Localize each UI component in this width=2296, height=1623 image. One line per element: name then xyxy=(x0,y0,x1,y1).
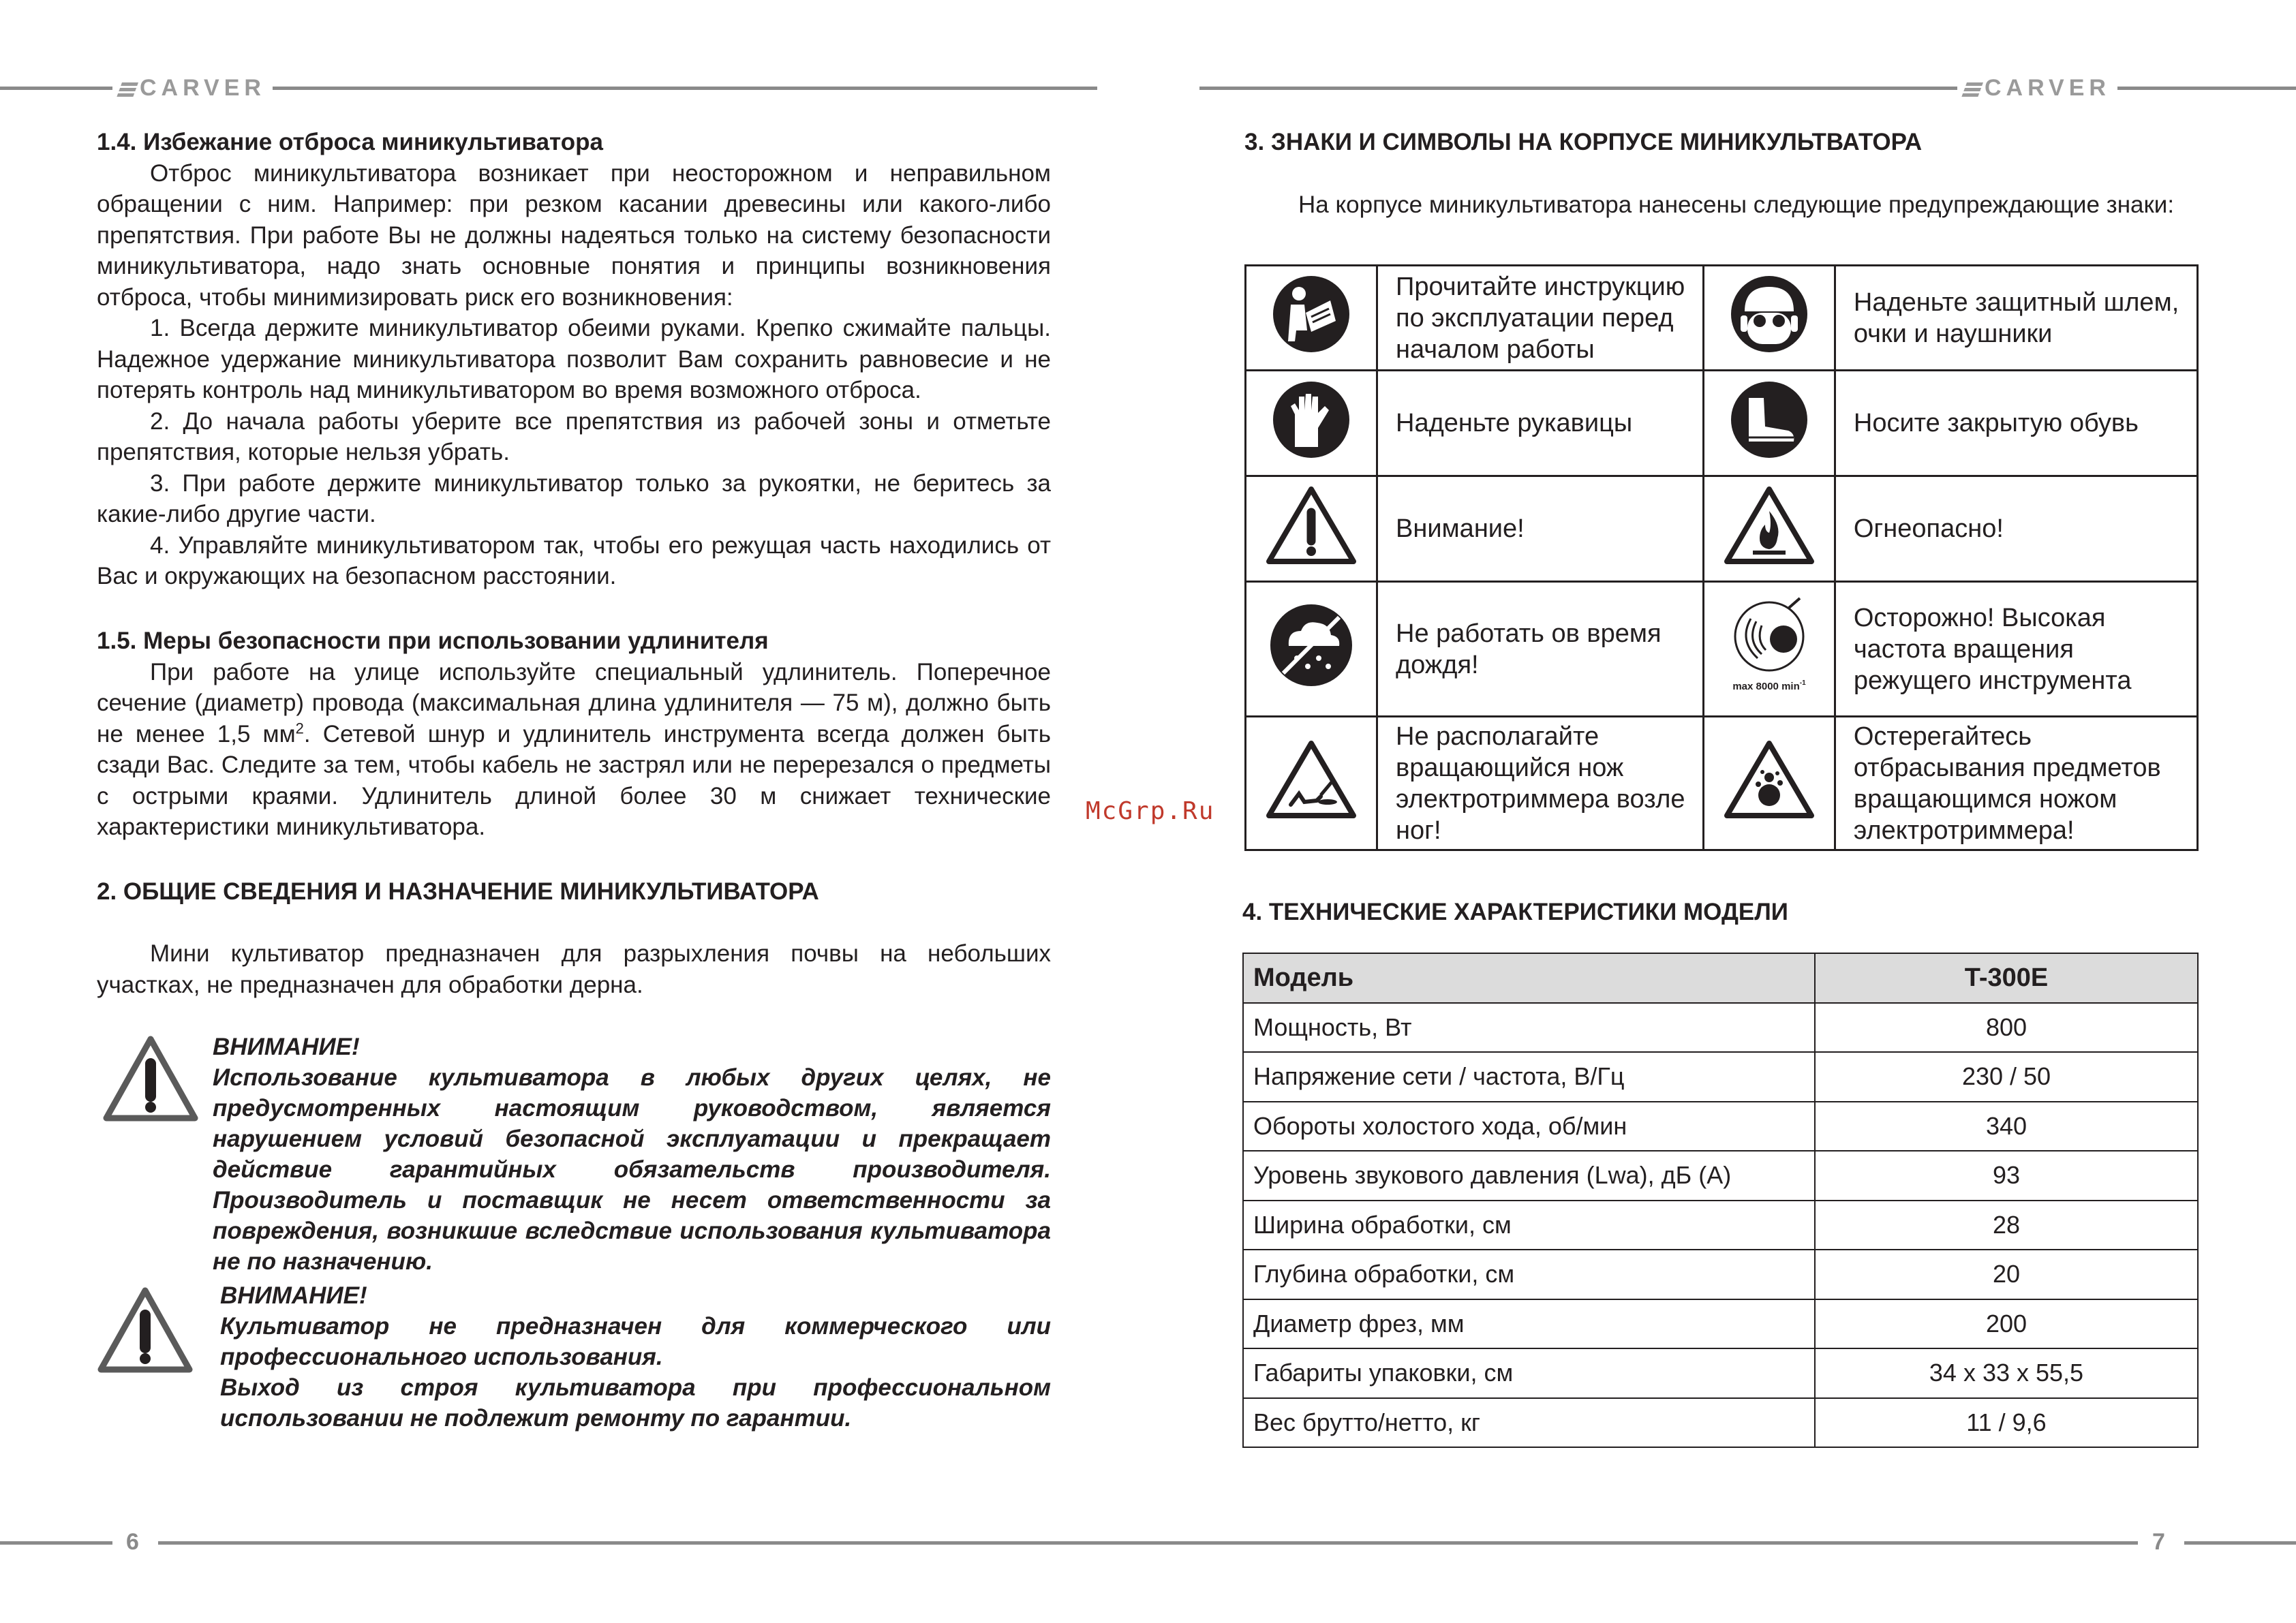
sign-text: Остерегайтесь отбрасывания предметов вращающимся ножом электротриммера! xyxy=(1835,717,2197,850)
sign-cell-icon xyxy=(1246,582,1377,717)
section-1-4 xyxy=(97,127,1051,592)
signs-table xyxy=(1244,264,2199,851)
section-2-paragraph: Мини культиватор предназначен для разрыхления почвы на небольших участках, не предназначен для обработки дерна. xyxy=(97,940,1051,998)
boots-icon xyxy=(1728,379,1810,461)
sign-cell-icon xyxy=(1703,476,1835,582)
brand-logo-right xyxy=(1957,74,2117,102)
sign-cell-icon xyxy=(1703,717,1835,850)
warning-block-1 xyxy=(213,1032,1051,1277)
warning-2-text-1: Культиватор не предназначен для коммерческого или профессионального использования. xyxy=(220,1313,1051,1370)
sign-cell-icon xyxy=(1246,266,1377,371)
warning-triangle-icon xyxy=(101,1034,200,1124)
table-row xyxy=(1243,1151,2198,1201)
page-number-left: 6 xyxy=(126,1529,139,1555)
section-1-5-text-b: . Сетевой шнур и удлинитель инструмента всегда должен быть сзади Вас. Следите за тем, чтобы кабель не застрял или не перерезался о предметы с острыми краями. Удлинитель длиной более 30 м снижает технические характеристики миникультиватора. xyxy=(97,720,1051,840)
signs-row xyxy=(1246,717,2198,850)
table-row xyxy=(1243,1299,2198,1349)
signs-row xyxy=(1246,266,2198,371)
sign-text: Огнеопасно! xyxy=(1835,476,2197,582)
spec-value: 20 xyxy=(1815,1250,2198,1299)
table-row xyxy=(1243,1398,2198,1448)
section-2 xyxy=(97,876,1051,908)
warning-1-text: Использование культиватора в любых других целях, не предусмотренных настоящим руководством, является нарушением условий безопасной эксплуатации и прекращает действие гарантийных обязательств производителя. Производитель и поставщик не несет ответственности за повреждения, возникшие вследствие использования культиватора не по назначению. xyxy=(213,1064,1051,1275)
sign-cell-icon xyxy=(1703,582,1835,717)
section-3-title: 3. ЗНАКИ И СИМВОЛЫ НА КОРПУСЕ МИНИКУЛЬТВАТОРА xyxy=(1244,129,1923,155)
manual-icon xyxy=(1270,273,1352,355)
warning-triangle-icon xyxy=(95,1285,195,1375)
warning-1-title: ВНИМАНИЕ! xyxy=(213,1034,360,1060)
fire-hazard-icon xyxy=(1721,484,1817,567)
sign-text: Наденьте защитный шлем, очки и наушники xyxy=(1835,266,2197,371)
spec-label: Уровень звукового давления (Lwa), дБ (А) xyxy=(1243,1151,1815,1201)
spec-value: 28 xyxy=(1815,1201,2198,1250)
rotation-speed-icon xyxy=(1718,587,1820,703)
signs-row xyxy=(1246,582,2198,717)
signs-row xyxy=(1246,371,2198,476)
warning-block-2 xyxy=(220,1280,1051,1434)
sign-text: Прочитайте инструкцию по эксплуатации перед началом работы xyxy=(1377,266,1704,371)
spec-label: Мощность, Вт xyxy=(1243,1003,1815,1053)
no-rain-icon xyxy=(1267,601,1356,690)
section-1-5 xyxy=(97,625,1051,843)
helmet-goggles-icon xyxy=(1728,273,1810,355)
spec-value: 200 xyxy=(1815,1299,2198,1349)
spec-value: 34 х 33 х 55,5 xyxy=(1815,1348,2198,1398)
section-1-5-title: 1.5. Меры безопасности при использовании удлинителя xyxy=(97,628,769,654)
rotation-speed-value: max 8000 min xyxy=(1732,681,1800,692)
header-rule-right xyxy=(1199,87,2296,90)
rotation-speed-unit-sup: -1 xyxy=(1799,679,1806,687)
brand-logo-left xyxy=(112,74,273,102)
brand-text-left: CARVER xyxy=(140,75,266,101)
spec-label: Напряжение сети / частота, В/Гц xyxy=(1243,1052,1815,1102)
section-3-intro: На корпусе миникультиватора нанесены следующие предупреждающие знаки: xyxy=(1298,191,2175,218)
section-1-5-paragraph xyxy=(97,657,1051,843)
sign-text: Носите закрытую обувь xyxy=(1835,371,2197,476)
superscript: 2 xyxy=(295,719,304,737)
section-1-4-item-1: 1. Всегда держите миникультиватор обеими руками. Крепко сжимайте пальцы. Надежное удержание миникультиватора позволит Вам сохранить равновесие и не потерять контроль над миникультиватором во время возможного отброса. xyxy=(97,315,1051,403)
specs-table xyxy=(1242,953,2199,1448)
sign-cell-icon xyxy=(1703,371,1835,476)
section-2-title: 2. ОБЩИЕ СВЕДЕНИЯ И НАЗНАЧЕНИЕ МИНИКУЛЬТИВАТОРА xyxy=(97,878,819,905)
watermark: McGrp.Ru xyxy=(1086,797,1215,825)
section-1-4-paragraph: Отброс миникультиватора возникает при неосторожном и неправильном обращении с ним. Например: при резком касании древесины или какого-либо препятствия. При работе Вы не должны надеяться только на систему безопасности миникультиватора, надо знать основные понятия и принципы возникновения отброса, чтобы минимизировать риск его возникновения: xyxy=(97,159,1051,311)
sign-cell-icon xyxy=(1246,717,1377,850)
brand-mark-icon xyxy=(1961,82,1983,97)
section-4-title: 4. ТЕХНИЧЕСКИЕ ХАРАКТЕРИСТИКИ МОДЕЛИ xyxy=(1242,899,1788,925)
section-2-body xyxy=(97,938,1051,1000)
table-row xyxy=(1243,1102,2198,1151)
table-row xyxy=(1243,1052,2198,1102)
table-row xyxy=(1243,1348,2198,1398)
table-row xyxy=(1243,1003,2198,1053)
spec-label: Глубина обработки, см xyxy=(1243,1250,1815,1299)
spec-value: 230 / 50 xyxy=(1815,1052,2198,1102)
spec-label: Обороты холостого хода, об/мин xyxy=(1243,1102,1815,1151)
footer-rule-left-a xyxy=(0,1541,112,1545)
sign-text: Наденьте рукавицы xyxy=(1377,371,1704,476)
footer-rule-right xyxy=(2184,1541,2296,1545)
gloves-icon xyxy=(1270,379,1352,461)
sign-cell-icon xyxy=(1246,371,1377,476)
sign-cell-icon xyxy=(1703,266,1835,371)
thrown-objects-warning-icon xyxy=(1721,738,1817,821)
section-1-4-item-4: 4. Управляйте миникультиватором так, чтобы его режущая часть находились от Вас и окружающих на безопасном расстоянии. xyxy=(97,531,1051,589)
section-1-4-item-3: 3. При работе держите миникультиватор только за рукоятки, не беритесь за какие-либо другие части. xyxy=(97,469,1051,527)
section-1-5-text-a: При работе на улице используйте специальный удлинитель. Поперечное сечение (диаметр) провода (максимальная длина удлинителя — 75 м), должно быть не менее 1,5 мм xyxy=(97,658,1051,747)
sign-text: Не работать ов время дождя! xyxy=(1377,582,1704,717)
spec-value: 800 xyxy=(1815,1003,2198,1053)
table-row xyxy=(1243,1201,2198,1250)
spec-label: Диаметр фрез, мм xyxy=(1243,1299,1815,1349)
specs-header-model: T-300E xyxy=(1815,953,2198,1003)
spec-label: Ширина обработки, см xyxy=(1243,1201,1815,1250)
brand-mark-icon xyxy=(117,82,138,97)
sign-cell-icon xyxy=(1246,476,1377,582)
sign-text: Осторожно! Высокая частота вращения режущего инструмента xyxy=(1835,582,2197,717)
sign-text: Внимание! xyxy=(1377,476,1704,582)
signs-row xyxy=(1246,476,2198,582)
section-1-4-title: 1.4. Избежание отброса миникультиватора xyxy=(97,129,603,155)
table-row xyxy=(1243,1250,2198,1299)
footer-rule-left-b xyxy=(158,1541,2138,1545)
sign-text: Не располагайте вращающийся нож электротриммера возле ног! xyxy=(1377,717,1704,850)
brand-text-right: CARVER xyxy=(1985,75,2111,101)
spec-label: Габариты упаковки, см xyxy=(1243,1348,1815,1398)
spec-value: 11 / 9,6 xyxy=(1815,1398,2198,1448)
rotation-speed-caption xyxy=(1732,679,1806,692)
warning-2-title: ВНИМАНИЕ! xyxy=(220,1282,367,1309)
section-1-4-item-2: 2. До начала работы уберите все препятствия из рабочей зоны и отметьте препятствия, которые нельзя убрать. xyxy=(97,407,1051,465)
specs-header-label: Модель xyxy=(1243,953,1815,1003)
spec-label: Вес брутто/нетто, кг xyxy=(1243,1398,1815,1448)
warning-icon xyxy=(1264,484,1359,567)
warning-2-text-2: Выход из строя культиватора при профессиональном использовании не подлежит ремонту по гарантии. xyxy=(220,1374,1051,1432)
specs-header-row xyxy=(1243,953,2198,1003)
page-number-right: 7 xyxy=(2152,1529,2165,1555)
spec-value: 340 xyxy=(1815,1102,2198,1151)
blade-feet-warning-icon xyxy=(1264,738,1359,821)
spec-value: 93 xyxy=(1815,1151,2198,1201)
